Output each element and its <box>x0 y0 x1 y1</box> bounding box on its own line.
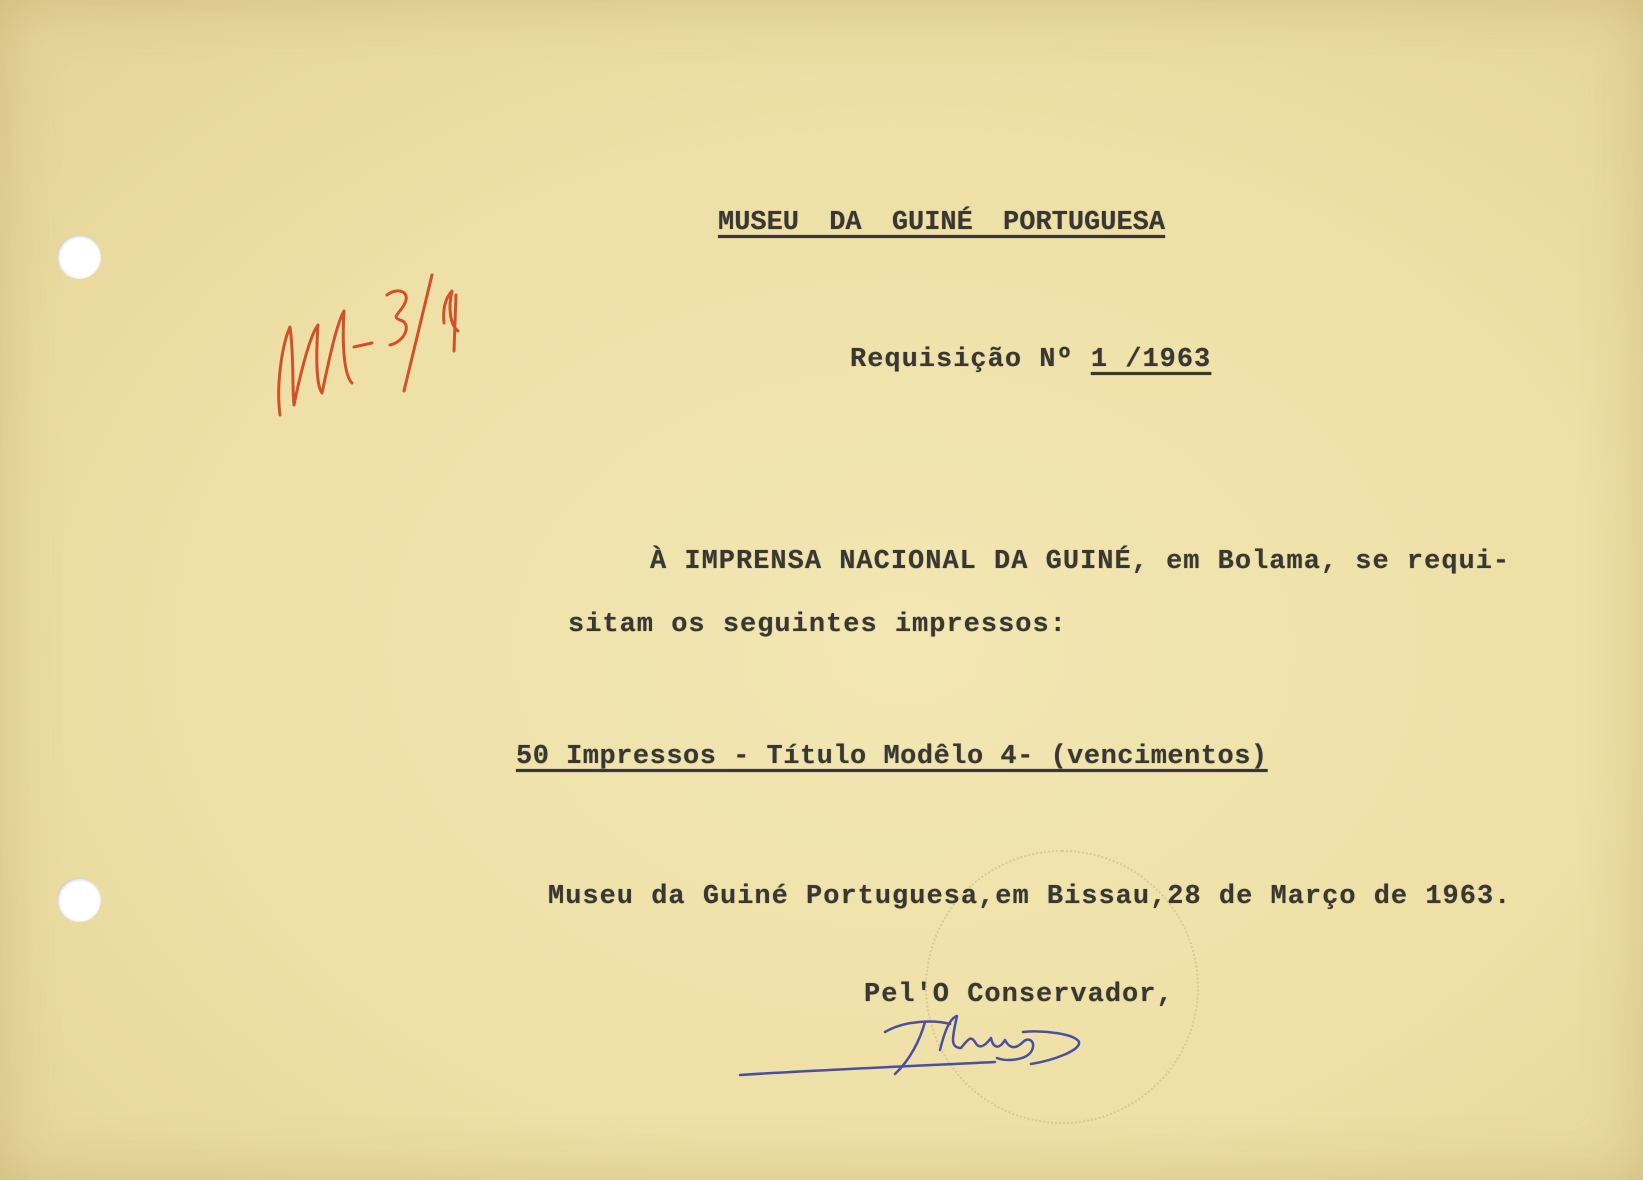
signature-drawing <box>735 990 1135 1090</box>
place-and-date: Museu da Guiné Portuguesa,em Bissau,28 de Março de 1963. <box>548 882 1512 912</box>
handwritten-reference-mark <box>272 265 492 425</box>
requested-item: 50 Impressos - Título Modêlo 4- (vencimentos) <box>516 742 1268 772</box>
punch-hole-top <box>57 235 101 279</box>
body-line-2: sitam os seguintes impressos: <box>568 610 1067 640</box>
document-title: MUSEU DA GUINÉ PORTUGUESA <box>718 208 1166 238</box>
requisition-number: 1 /1963 <box>1090 345 1212 375</box>
requisition-label: Requisição Nº <box>850 345 1074 375</box>
body-line-1: À IMPRENSA NACIONAL DA GUINÉ, em Bolama, se requi- <box>650 547 1511 577</box>
requisition-line <box>850 345 1211 375</box>
punch-hole-bottom <box>57 878 101 922</box>
signature-label: Pel'O Conservador, <box>864 980 1174 1010</box>
